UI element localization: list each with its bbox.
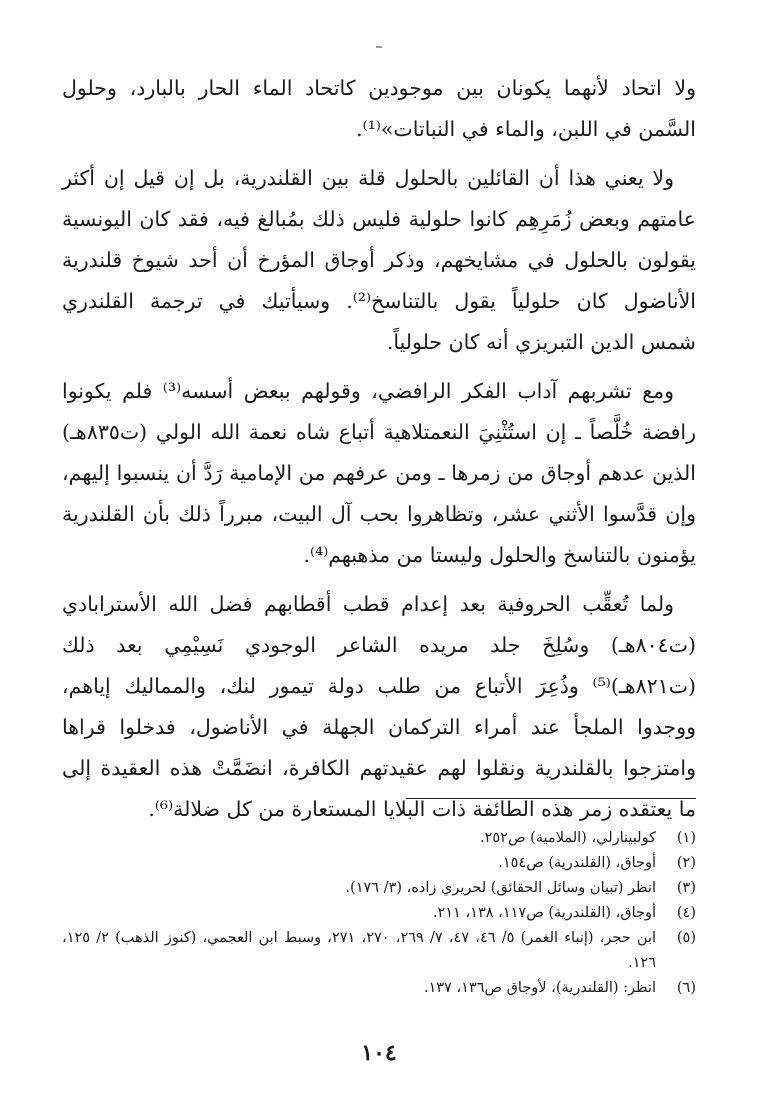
- paragraph-4: [62, 584, 696, 830]
- text-line: (ت٨٠٤هـ) وسُلِخَ جلد مريده الشاعر الوجودي نَسِيْمِي بعد ذلك: [62, 633, 696, 657]
- footnote-number: (٤): [676, 905, 696, 921]
- text-line: ولا يعني هذا أن القائلين بالحلول قلة بين القلندرية، بل إن قيل إن أكثر: [62, 166, 674, 190]
- footnote-number: (٥): [676, 930, 696, 946]
- text-line: ولما تُعقِّب الحروفية بعد إعدام قطب أقطابهم فضل الله الأسترابادي: [62, 592, 674, 616]
- footnote-number: (١): [676, 830, 696, 846]
- paragraph-1: [62, 68, 696, 150]
- footnote-6: [62, 976, 696, 1001]
- footnote-2: [62, 851, 696, 876]
- text-line: الأناضول كان حلولياً يقول بالتناسخ⁽²⁾. وسيأتيك في ترجمة القلندري: [62, 289, 697, 313]
- text-line: ما يعتقده زمر هذه الطائفة ذات البلايا المستعارة من كل ضلالة⁽⁶⁾.: [148, 797, 696, 821]
- text-line: الذين عدهم أوجاق من زمرها ـ ومن عرفهم من الإمامية رَدَّ أن ينسبوا إليهم،: [62, 461, 696, 485]
- text-line: يقولون بالحلول في مشايخهم، وذكر أوجاق المؤرخ أن أحد شيوخ قلندرية: [62, 248, 696, 272]
- text-line: (ت٨٢١هـ)⁽⁵⁾ وذُعِرَ الأتباع من طلب دولة تيمور لنك، والمماليك إياهم،: [62, 674, 696, 698]
- text-line: ووجدوا الملجأ عند أمراء التركمان الجهلة في الأناضول، فدخلوا قراها: [62, 715, 696, 739]
- text-line: وإن قدَّسوا الأثني عشر، وتظاهروا بحب آل البيت، مبرراً ذلك بأن القلندرية: [62, 502, 696, 526]
- footnote-number: (٦): [676, 980, 696, 996]
- text-line: وامتزجوا بالقلندرية ونقلوا لهم عقيدتهم الكافرة، انضَمَّتْ هذه العقيدة إلى: [62, 756, 696, 780]
- text-line: السَّمن في اللبن، والماء في النباتات»⁽¹⁾.: [356, 117, 696, 141]
- footnote-text: أوجاق، (القلندرية) ص١١٧، ١٣٨، ٢١١.: [432, 905, 656, 921]
- paragraph-2: [62, 158, 696, 363]
- text-line: رافضة خُلَّصاً ـ إن استُثْنِيَ النعمتلاهية أتباع شاه نعمة الله الولي (ت٨٣٥هـ): [62, 420, 696, 444]
- footnotes: [62, 826, 696, 1001]
- page-number: ١٠٤: [361, 1040, 397, 1066]
- footnote-text: انظر (تبيان وسائل الحقائق) لحريري زاده، (٣/ ١٧٦).: [345, 880, 656, 896]
- footnote-1: [62, 826, 696, 851]
- footnote-5: [62, 926, 696, 976]
- main-text: [62, 68, 696, 838]
- text-line: شمس الدين التبريزي أنه كان حلولياً.: [386, 330, 696, 354]
- footnote-4: [62, 901, 696, 926]
- paragraph-3: [62, 371, 696, 576]
- footnote-text: أوجاق، (القلندرية) ص١٥٤.: [498, 855, 656, 871]
- text-line: ولا اتحاد لأنهما يكونان بين موجودين كاتحاد الماء الحار بالبارد، وحلول: [62, 76, 696, 100]
- top-mark: [376, 46, 382, 48]
- footnote-number: (٣): [676, 880, 696, 896]
- footnote-separator: [406, 798, 696, 799]
- footnote-number: (٢): [676, 855, 696, 871]
- text-line: ومع تشربهم آداب الفكر الرافضي، وقولهم ببعض أسسه⁽³⁾ فلم يكونوا: [62, 379, 675, 403]
- footnote-text: ابن حجر، (إنباء الغمر) ٥/ ٤٦، ٤٧، ٧/ ٢٦٩، ٢٧٠، ٢٧١، وسبط ابن العجمي، (كنوز الذهب) ٢/ ١٢٥، ١٢٦.: [62, 930, 657, 971]
- footnote-3: [62, 876, 696, 901]
- text-line: يؤمنون بالتناسخ والحلول وليستا من مذهبهم⁽⁴⁾.: [303, 543, 696, 567]
- footnote-text: كولبينارلي، (الملامية) ص٢٥٢.: [480, 830, 656, 846]
- footnote-text: انظر: (القلندرية)، لأوجاق ص١٣٦، ١٣٧.: [423, 980, 656, 996]
- text-line: عامتهم وبعض زُمَرِهِم كانوا حلولية فليس ذلك بمُبالغ فيه، فقد كان اليونسية: [62, 207, 696, 231]
